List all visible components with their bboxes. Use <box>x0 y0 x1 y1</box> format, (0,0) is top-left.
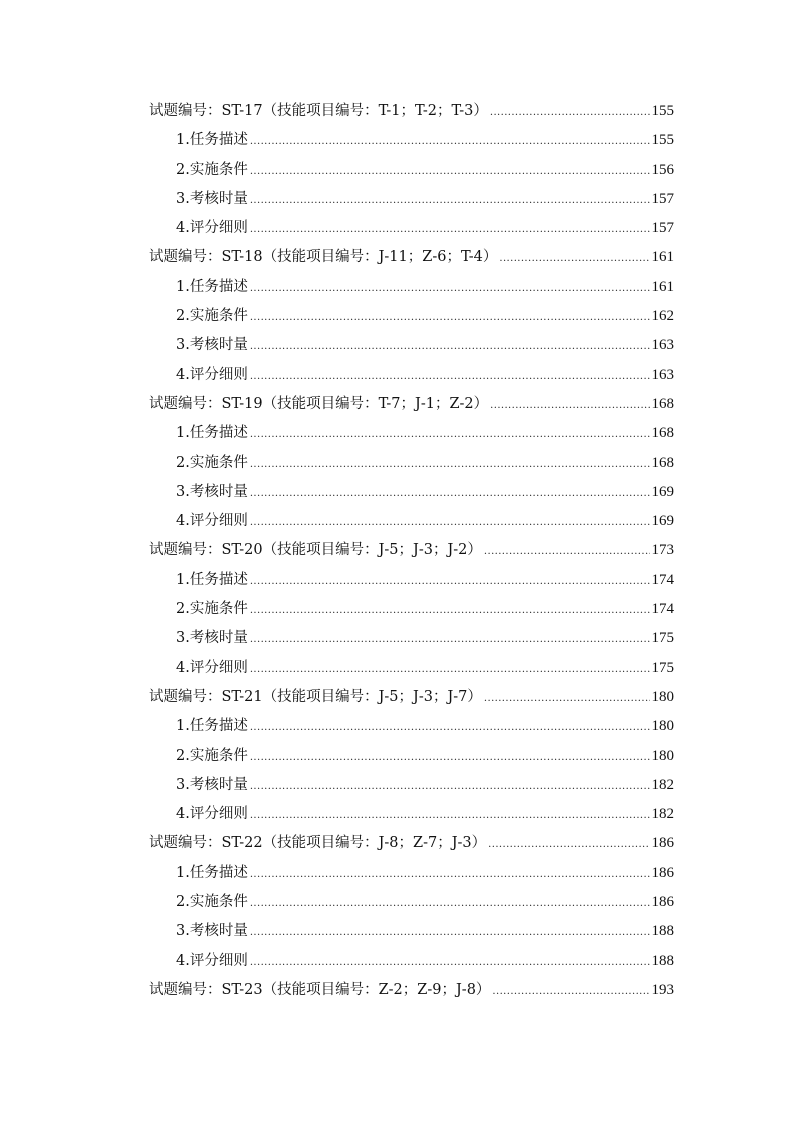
toc-entry-label: 4.评分细则 <box>176 659 248 676</box>
toc-entry-page-number: 174 <box>651 571 674 588</box>
toc-entry-subsection[interactable] <box>149 861 674 890</box>
toc-entry-subsection[interactable] <box>149 158 674 187</box>
toc-dot-leader <box>488 833 649 847</box>
toc-entry-label: 试题编号：ST-20（技能项目编号：J-5；J-3；J-2） <box>149 542 482 559</box>
toc-entry-label: 2.实施条件 <box>176 454 248 471</box>
toc-entry-page-number: 168 <box>651 425 674 442</box>
toc-entry-page-number: 188 <box>651 923 674 940</box>
toc-entry-label: 1.任务描述 <box>176 132 248 149</box>
toc-dot-leader <box>250 804 650 818</box>
toc-dot-leader <box>250 365 650 379</box>
toc-dot-leader <box>250 335 650 349</box>
toc-dot-leader <box>250 482 650 496</box>
toc-entry-subsection[interactable] <box>149 451 674 480</box>
toc-entry-page-number: 186 <box>651 835 674 852</box>
toc-entry-subsection[interactable] <box>149 802 674 831</box>
toc-entry-section[interactable] <box>149 392 674 421</box>
toc-entry-page-number: 163 <box>651 337 674 354</box>
toc-entry-label: 试题编号：ST-23（技能项目编号：Z-2；Z-9；J-8） <box>149 981 491 998</box>
toc-dot-leader <box>484 540 650 554</box>
toc-entry-page-number: 161 <box>651 278 674 295</box>
toc-entry-subsection[interactable] <box>149 187 674 216</box>
toc-entry-label: 试题编号：ST-19（技能项目编号：T-7；J-1；Z-2） <box>149 395 489 412</box>
toc-entry-subsection[interactable] <box>149 949 674 978</box>
toc-entry-page-number: 182 <box>651 806 674 823</box>
toc-entry-section[interactable] <box>149 538 674 567</box>
toc-entry-subsection[interactable] <box>149 773 674 802</box>
toc-dot-leader <box>250 160 650 174</box>
toc-entry-label: 试题编号：ST-18（技能项目编号：J-11；Z-6；T-4） <box>149 249 498 266</box>
toc-entry-label: 3.考核时量 <box>176 630 248 647</box>
toc-entry-label: 4.评分细则 <box>176 806 248 823</box>
toc-entry-subsection[interactable] <box>149 744 674 773</box>
toc-entry-page-number: 163 <box>651 366 674 383</box>
toc-entry-label: 试题编号：ST-22（技能项目编号：J-8；Z-7；J-3） <box>149 835 487 852</box>
toc-dot-leader <box>250 892 650 906</box>
toc-dot-leader <box>250 218 650 232</box>
toc-entry-label: 2.实施条件 <box>176 161 248 178</box>
toc-entry-page-number: 173 <box>651 542 674 559</box>
toc-entry-label: 1.任务描述 <box>176 571 248 588</box>
toc-dot-leader <box>250 423 650 437</box>
toc-dot-leader <box>250 921 650 935</box>
toc-entry-page-number: 186 <box>651 864 674 881</box>
toc-entry-subsection[interactable] <box>149 216 674 245</box>
toc-entry-label: 1.任务描述 <box>176 278 248 295</box>
toc-entry-page-number: 155 <box>651 132 674 149</box>
toc-entry-section[interactable] <box>149 978 674 1007</box>
toc-dot-leader <box>250 628 650 642</box>
toc-entry-subsection[interactable] <box>149 626 674 655</box>
toc-entry-label: 3.考核时量 <box>176 776 248 793</box>
toc-entry-label: 3.考核时量 <box>176 337 248 354</box>
toc-entry-page-number: 168 <box>651 395 674 412</box>
toc-dot-leader <box>250 511 650 525</box>
toc-dot-leader <box>250 130 650 144</box>
toc-entry-page-number: 155 <box>651 103 674 119</box>
toc-entry-label: 4.评分细则 <box>176 952 248 969</box>
toc-dot-leader <box>250 951 650 965</box>
toc-entry-subsection[interactable] <box>149 597 674 626</box>
toc-entry-page-number: 186 <box>651 894 674 911</box>
toc-entry-page-number: 169 <box>651 483 674 500</box>
toc-dot-leader <box>250 277 650 291</box>
toc-entry-page-number: 162 <box>651 308 674 325</box>
toc-dot-leader <box>250 570 650 584</box>
toc-entry-label: 1.任务描述 <box>176 425 248 442</box>
toc-entry-subsection[interactable] <box>149 919 674 948</box>
toc-entry-page-number: 175 <box>651 659 674 676</box>
toc-entry-label: 2.实施条件 <box>176 894 248 911</box>
toc-entry-page-number: 180 <box>651 747 674 764</box>
toc-entry-label: 试题编号：ST-21（技能项目编号：J-5；J-3；J-7） <box>149 688 482 705</box>
toc-entry-page-number: 180 <box>651 718 674 735</box>
toc-entry-label: 3.考核时量 <box>176 923 248 940</box>
toc-entry-page-number: 157 <box>651 190 674 207</box>
toc-entry-section[interactable] <box>149 831 674 860</box>
toc-dot-leader <box>250 775 650 789</box>
toc-dot-leader <box>250 863 650 877</box>
toc-entry-page-number: 182 <box>651 776 674 793</box>
toc-entry-label: 1.任务描述 <box>176 718 248 735</box>
toc-entry-subsection[interactable] <box>149 568 674 597</box>
toc-dot-leader <box>499 247 649 261</box>
toc-entry-subsection[interactable] <box>149 509 674 538</box>
toc-dot-leader <box>492 980 649 994</box>
toc-entry-section[interactable] <box>149 685 674 714</box>
toc-entry-subsection[interactable] <box>149 890 674 919</box>
toc-dot-leader <box>250 599 650 613</box>
toc-entry-page-number: 157 <box>651 220 674 237</box>
toc-dot-leader <box>490 101 650 115</box>
toc-entry-page-number: 180 <box>651 688 674 705</box>
toc-entry-page-number: 174 <box>651 601 674 618</box>
toc-entry-label: 1.任务描述 <box>176 864 248 881</box>
toc-entry-label: 3.考核时量 <box>176 190 248 207</box>
toc-entry-page-number: 175 <box>651 630 674 647</box>
toc-dot-leader <box>250 746 650 760</box>
toc-dot-leader <box>490 394 649 408</box>
toc-entry-subsection[interactable] <box>149 275 674 304</box>
toc-entry-page-number: 156 <box>651 161 674 178</box>
toc-entry-label: 2.实施条件 <box>176 601 248 618</box>
toc-entry-subsection[interactable] <box>149 304 674 333</box>
toc-entry-label: 3.考核时量 <box>176 483 248 500</box>
toc-entry-subsection[interactable] <box>149 333 674 362</box>
table-of-contents <box>149 99 674 1007</box>
toc-entry-label: 试题编号：ST-17（技能项目编号：T-1；T-2；T-3） <box>149 103 488 119</box>
toc-dot-leader <box>250 306 650 320</box>
toc-entry-page-number: 169 <box>651 513 674 530</box>
toc-entry-label: 2.实施条件 <box>176 747 248 764</box>
toc-entry-page-number: 161 <box>651 249 674 266</box>
toc-dot-leader <box>250 189 650 203</box>
toc-dot-leader <box>250 658 650 672</box>
toc-entry-page-number: 193 <box>651 981 674 998</box>
toc-entry-page-number: 188 <box>651 952 674 969</box>
toc-entry-label: 4.评分细则 <box>176 366 248 383</box>
toc-entry-label: 4.评分细则 <box>176 220 248 237</box>
toc-entry-label: 4.评分细则 <box>176 513 248 530</box>
toc-entry-subsection[interactable] <box>149 128 674 157</box>
toc-dot-leader <box>250 716 650 730</box>
toc-entry-page-number: 168 <box>651 454 674 471</box>
toc-dot-leader <box>484 687 650 701</box>
toc-entry-section[interactable] <box>149 99 674 128</box>
toc-entry-label: 2.实施条件 <box>176 308 248 325</box>
toc-entry-section[interactable] <box>149 245 674 274</box>
toc-entry-subsection[interactable] <box>149 421 674 450</box>
toc-entry-subsection[interactable] <box>149 480 674 509</box>
toc-entry-subsection[interactable] <box>149 363 674 392</box>
toc-entry-subsection[interactable] <box>149 656 674 685</box>
toc-dot-leader <box>250 453 650 467</box>
toc-entry-subsection[interactable] <box>149 714 674 743</box>
